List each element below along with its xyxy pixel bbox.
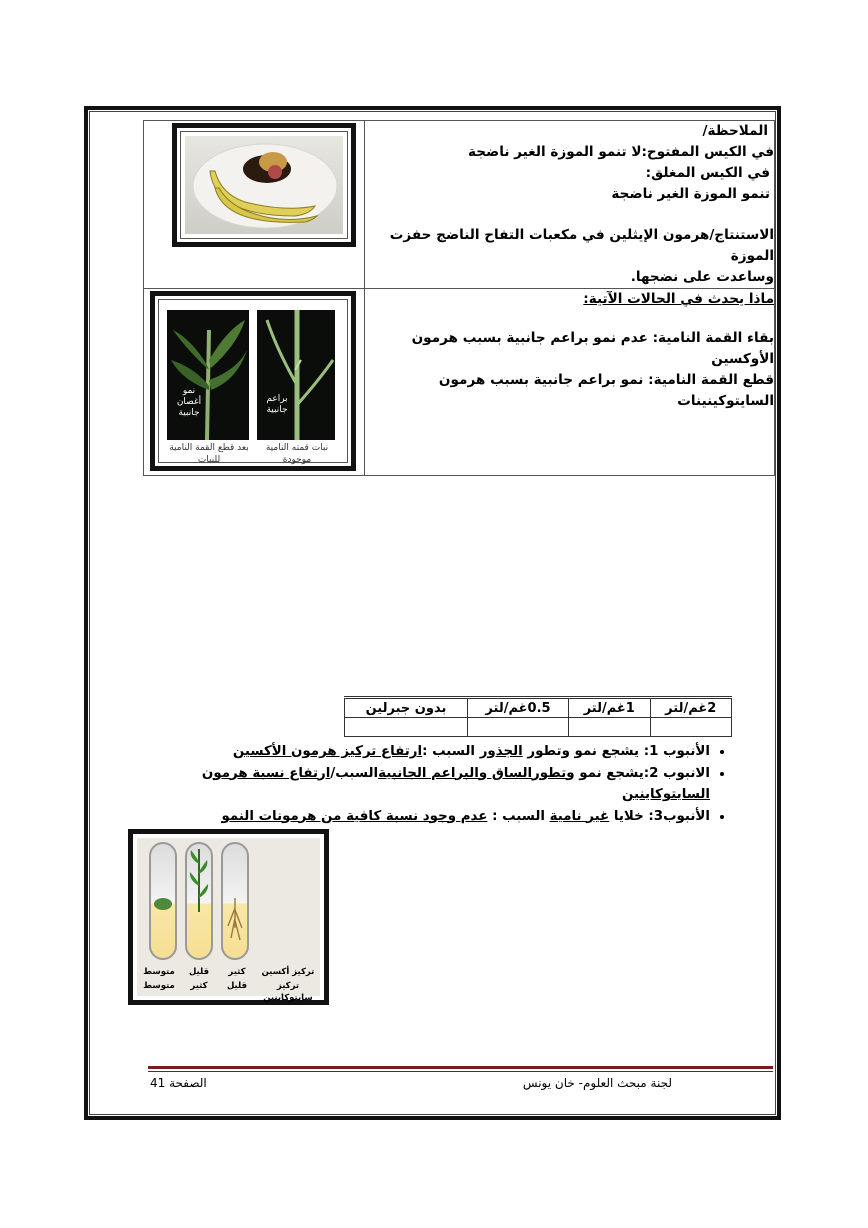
table-row <box>144 289 775 476</box>
callus-icon <box>151 894 175 914</box>
observation-line-2: في الكيس المغلق: <box>645 165 770 181</box>
observation-line-3: تنمو الموزة الغير ناضجة <box>611 186 770 202</box>
page-number: الصفحة 41 <box>150 1076 207 1090</box>
concentration-header: 1غم/لتر <box>569 698 650 718</box>
cases-heading: ماذا يحدث في الحالات الآتية: <box>583 291 774 307</box>
tube-2-auxin: قليل <box>188 967 210 977</box>
banana-illustration <box>185 136 343 234</box>
cytokinin-row-label: تركيز سايتوكاينين <box>263 981 313 1003</box>
banana-photo <box>172 123 356 247</box>
plant-intact-illustration <box>257 310 335 440</box>
cases-text-cell <box>365 289 775 476</box>
footer-committee: لجنة مبحث العلوم- خان يونس <box>522 1076 672 1090</box>
list-item: • الأنبوب 1: يشجع نمو وتطور الجذور السبب :ارتفاع تركيز هرمون الأكسين <box>110 741 710 763</box>
shoot-icon <box>187 844 211 914</box>
table-row <box>345 698 732 718</box>
intact-plant-caption: نبات قمته النامية موجودة <box>265 443 329 465</box>
observation-text-cell <box>365 121 775 289</box>
side-branches-label: نمو أغصان جانبية <box>176 386 202 418</box>
tube-1 <box>149 842 177 960</box>
concentration-header: بدون جبرلين <box>345 698 468 718</box>
concentration-header: 0.5غم/لتر <box>467 698 568 718</box>
table-row <box>144 121 775 289</box>
cases-line-2: قطع القمة النامية: نمو براعم جانبية بسبب هرمون السايتوكينينات <box>438 372 774 409</box>
concentration-header: 2غم/لتر <box>650 698 731 718</box>
footer-divider-thin <box>148 1071 773 1072</box>
concentration-table <box>344 696 732 737</box>
cut-plant-caption: بعد قطع القمة النامية للنبات <box>169 443 249 465</box>
tube-2-cytokinin: كثير <box>190 981 208 991</box>
tube-1-auxin: متوسط <box>143 967 175 977</box>
plant-image-cell <box>144 289 365 476</box>
tube-3-auxin: كثير <box>228 967 246 977</box>
tube-3 <box>221 842 249 960</box>
tube-1-cytokinin: متوسط <box>143 981 175 991</box>
table-row <box>345 718 732 737</box>
plant-cut-illustration <box>167 310 249 440</box>
plant-photo <box>150 291 356 471</box>
conclusion-line-2: وساعدت على نضجها. <box>630 269 774 285</box>
list-item: • الانبوب 2:يشجع نمو وتطورالساق والبراعم الجانبيةالسبب/ارتفاع نسبة هرمون السايتوكاينين <box>110 763 710 806</box>
test-tubes-figure <box>128 829 329 1005</box>
observations-table <box>143 120 775 476</box>
observation-line-1: في الكيس المفتوح:لا تنمو الموزة الغير ناضجة <box>468 144 774 160</box>
list-item: • الأنبوب3: خلايا غير نامية السبب : عدم وجود نسبة كافية من هرمونات النمو <box>110 806 710 828</box>
footer-divider <box>148 1066 773 1069</box>
tubes-list <box>110 741 728 827</box>
cases-line-1: بقاء القمة النامية: عدم نمو براعم جانبية بسبب هرمون الأوكسين <box>411 330 774 367</box>
tube-3-cytokinin: قليل <box>226 981 248 991</box>
observation-heading: الملاحظة/ <box>702 123 768 139</box>
banana-image-cell <box>144 121 365 289</box>
conclusion-line-1: الاستنتاج/هرمون الإيثلين في مكعبات التفاح الناضج حفزت الموزة <box>389 227 774 264</box>
tube-2 <box>185 842 213 960</box>
roots-icon <box>223 898 247 948</box>
auxin-row-label: تركيز أكسين <box>261 967 315 977</box>
side-buds-label: براعم جانبية <box>266 394 288 415</box>
